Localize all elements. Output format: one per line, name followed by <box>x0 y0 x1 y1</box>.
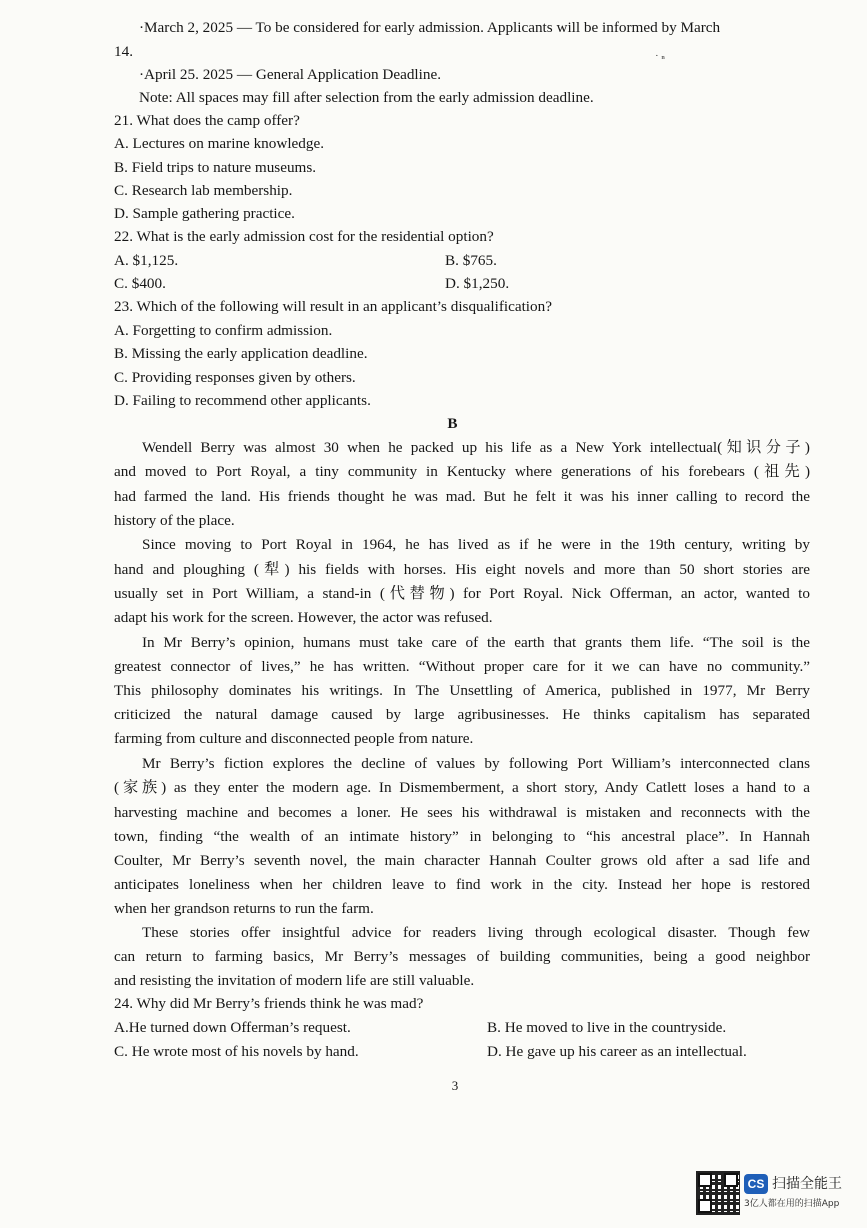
passage-line-7: usually set in Port William, a stand-in (代替物) for Port Royal. Nick Offerman, an actor, wanted to <box>114 585 810 602</box>
passage-line-19: anticipates loneliness when her children leave to find work in the city. Instead her hope is restored <box>114 876 810 893</box>
qr-code <box>696 1171 740 1215</box>
qr-corner-bottom-left <box>698 1199 712 1213</box>
passage-line-3: had farmed the land. His friends thought he was mad. But he felt it was his inner calling to record the <box>114 488 810 505</box>
question-24-option-b: B. He moved to live in the countryside. <box>487 1019 727 1036</box>
deadline-april: ·April 25. 2025 — General Application Deadline. <box>139 66 441 83</box>
question-23: 23. Which of the following will result in an applicant’s disqualification? <box>114 298 552 315</box>
camscanner-title: 扫描全能王 <box>772 1176 842 1192</box>
passage-line-9: In Mr Berry’s opinion, humans must take care of the earth that grants them life. “The soil is the <box>142 634 810 651</box>
qr-corner-top-right <box>724 1173 738 1187</box>
page-number: 3 <box>451 1078 459 1093</box>
passage-line-17: town, finding “the wealth of an intimate history” in belonging to “his ancestral place”. In Hannah <box>114 828 810 845</box>
passage-line-13: farming from culture and disconnected people from nature. <box>114 730 474 747</box>
question-21-option-a: A. Lectures on marine knowledge. <box>114 135 325 152</box>
passage-line-1: Wendell Berry was almost 30 when he packed up his life as a New York intellectual(知识分子) <box>142 439 810 456</box>
passage-line-23: and resisting the invitation of modern life are still valuable. <box>114 972 475 989</box>
passage-line-6: hand and ploughing (犁) his fields with horses. His eight novels and more than 50 short stories are <box>114 561 810 578</box>
passage-line-20: when her grandson returns to run the farm. <box>114 900 374 917</box>
passage-line-12: criticized the natural damage caused by large agribusinesses. He thinks capitalism has separated <box>114 706 810 723</box>
passage-line-8: adapt his work for the screen. However, the actor was refused. <box>114 609 493 626</box>
camscanner-logo-icon: CS <box>744 1174 768 1194</box>
question-23-option-a: A. Forgetting to confirm admission. <box>114 322 333 339</box>
passage-line-10: greatest connector of lives,” he has written. “Without proper care for it we can have no community.” <box>114 658 810 675</box>
stray-mark: ˙ ⁿ <box>655 53 665 65</box>
passage-line-15: (家族) as they enter the modern age. In Dismemberment, a short story, Andy Catlett loses a hand to a <box>114 779 810 796</box>
passage-line-22: can return to farming basics, Mr Berry’s messages of building communities, being a good neighbor <box>114 948 810 965</box>
passage-line-11: This philosophy dominates his writings. In The Unsettling of America, published in 1977, Mr Berry <box>114 682 810 699</box>
question-24-option-c: C. He wrote most of his novels by hand. <box>114 1043 359 1060</box>
question-24-option-d: D. He gave up his career as an intellectual. <box>487 1043 747 1060</box>
passage-line-5: Since moving to Port Royal in 1964, he has lived as if he were in the 19th century, writing by <box>142 536 810 553</box>
question-21-option-d: D. Sample gathering practice. <box>114 205 295 222</box>
question-22-option-c: C. $400. <box>114 275 166 292</box>
question-24-option-a: A.He turned down Offerman’s request. <box>114 1019 351 1036</box>
qr-corner-top-left <box>698 1173 712 1187</box>
question-21-option-b: B. Field trips to nature museums. <box>114 159 317 176</box>
passage-line-16: harvesting machine and becomes a loner. He sees his withdrawal is mistaken and reconnects with the <box>114 804 810 821</box>
deadline-march-continued: 14. <box>114 43 133 60</box>
question-22-option-a: A. $1,125. <box>114 252 179 269</box>
question-21: 21. What does the camp offer? <box>114 112 300 129</box>
question-23-option-b: B. Missing the early application deadline. <box>114 345 368 362</box>
passage-line-2: and moved to Port Royal, a tiny community in Kentucky where generations of his forebears (祖先) <box>114 463 810 480</box>
question-24: 24. Why did Mr Berry’s friends think he was mad? <box>114 995 424 1012</box>
question-22: 22. What is the early admission cost for the residential option? <box>114 228 494 245</box>
passage-line-14: Mr Berry’s fiction explores the decline of values by following Port William’s interconnected clans <box>142 755 810 772</box>
question-23-option-c: C. Providing responses given by others. <box>114 369 356 386</box>
question-21-option-c: C. Research lab membership. <box>114 182 293 199</box>
deadline-march: ·March 2, 2025 — To be considered for early admission. Applicants will be informed by March <box>139 19 721 36</box>
section-heading-b: B <box>447 415 458 432</box>
question-23-option-d: D. Failing to recommend other applicants. <box>114 392 371 409</box>
passage-line-4: history of the place. <box>114 512 235 529</box>
camscanner-subtitle: 3亿人都在用的扫描App <box>744 1199 840 1209</box>
question-22-option-d: D. $1,250. <box>445 275 510 292</box>
deadline-note: Note: All spaces may fill after selection from the early admission deadline. <box>139 89 594 106</box>
question-22-option-b: B. $765. <box>445 252 497 269</box>
passage-line-18: Coulter, Mr Berry’s seventh novel, the main character Hannah Coulter grows old after a sad life and <box>114 852 810 869</box>
passage-line-21: These stories offer insightful advice for readers living through ecological disaster. Though few <box>142 924 810 941</box>
